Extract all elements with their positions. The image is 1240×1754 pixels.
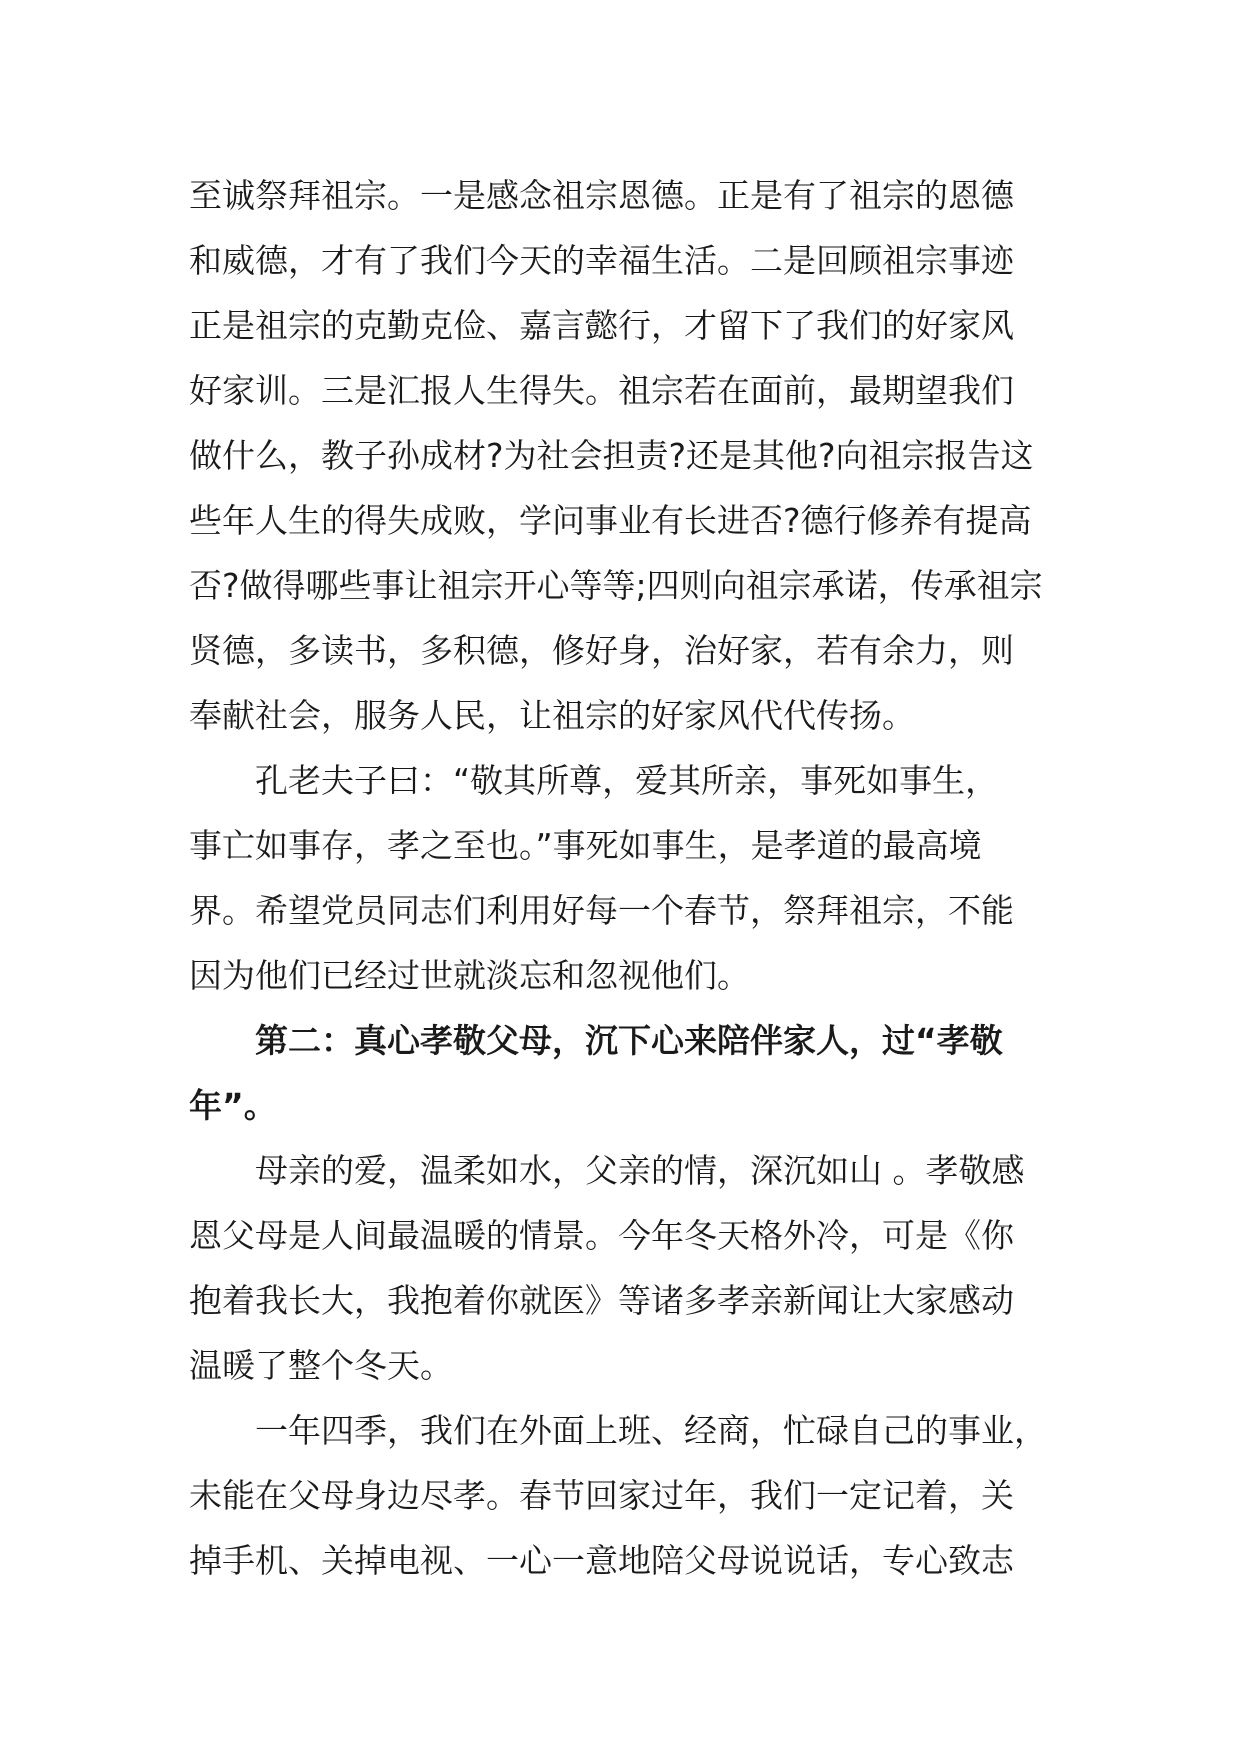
text-line: 恩父母是人间最温暖的情景。今年冬天格外冷，可是《你 (189, 1216, 1014, 1255)
text-line: 贤德，多读书，多积德，修好身，治好家，若有余力，则 (189, 631, 1014, 670)
text-line: 一年四季，我们在外面上班、经商，忙碌自己的事业， (255, 1411, 1047, 1450)
text-line: 温暖了整个冬天。 (189, 1346, 453, 1385)
text-line: 否?做得哪些事让祖宗开心等等;四则向祖宗承诺，传承祖宗 (189, 566, 1043, 605)
text-line: 事亡如事存，孝之至也。”事死如事生，是孝道的最高境 (189, 826, 982, 865)
text-line: 母亲的爱，温柔如水，父亲的情，深沉如山 。孝敬感 (255, 1151, 1025, 1190)
text-line: 因为他们已经过世就淡忘和忽视他们。 (189, 956, 750, 995)
text-line: 好家训。三是汇报人生得失。祖宗若在面前，最期望我们 (189, 371, 1014, 410)
body-paragraph (189, 1398, 1069, 1593)
body-paragraph (189, 163, 1069, 748)
text-line: 抱着我长大，我抱着你就医》等诸多孝亲新闻让大家感动 (189, 1281, 1014, 1320)
text-line: 奉献社会，服务人民，让祖宗的好家风代代传扬。 (189, 696, 915, 735)
text-line: 掉手机、关掉电视、一心一意地陪父母说说话，专心致志 (189, 1541, 1014, 1580)
text-line: 界。希望党员同志们利用好每一个春节，祭拜祖宗，不能 (189, 891, 1014, 930)
text-line: 些年人生的得失成败，学问事业有长进否?德行修养有提高 (189, 501, 1032, 540)
section-heading (189, 1008, 1069, 1138)
text-line: 至诚祭拜祖宗。一是感念祖宗恩德。正是有了祖宗的恩德 (189, 176, 1014, 215)
text-line: 和威德，才有了我们今天的幸福生活。二是回顾祖宗事迹 (189, 241, 1014, 280)
text-line: 孔老夫子曰：“敬其所尊，爱其所亲，事死如事生， (255, 761, 999, 800)
body-paragraph (189, 748, 1069, 1008)
text-line: 年”。 (189, 1086, 277, 1125)
text-line: 第二：真心孝敬父母，沉下心来陪伴家人，过“孝敬 (255, 1021, 1003, 1060)
text-line: 未能在父母身边尽孝。春节回家过年，我们一定记着，关 (189, 1476, 1014, 1515)
text-line: 做什么，教子孙成材?为社会担责?还是其他?向祖宗报告这 (189, 436, 1034, 475)
text-line: 正是祖宗的克勤克俭、嘉言懿行，才留下了我们的好家风 (189, 306, 1014, 345)
document-body (189, 163, 1069, 1593)
body-paragraph (189, 1138, 1069, 1398)
